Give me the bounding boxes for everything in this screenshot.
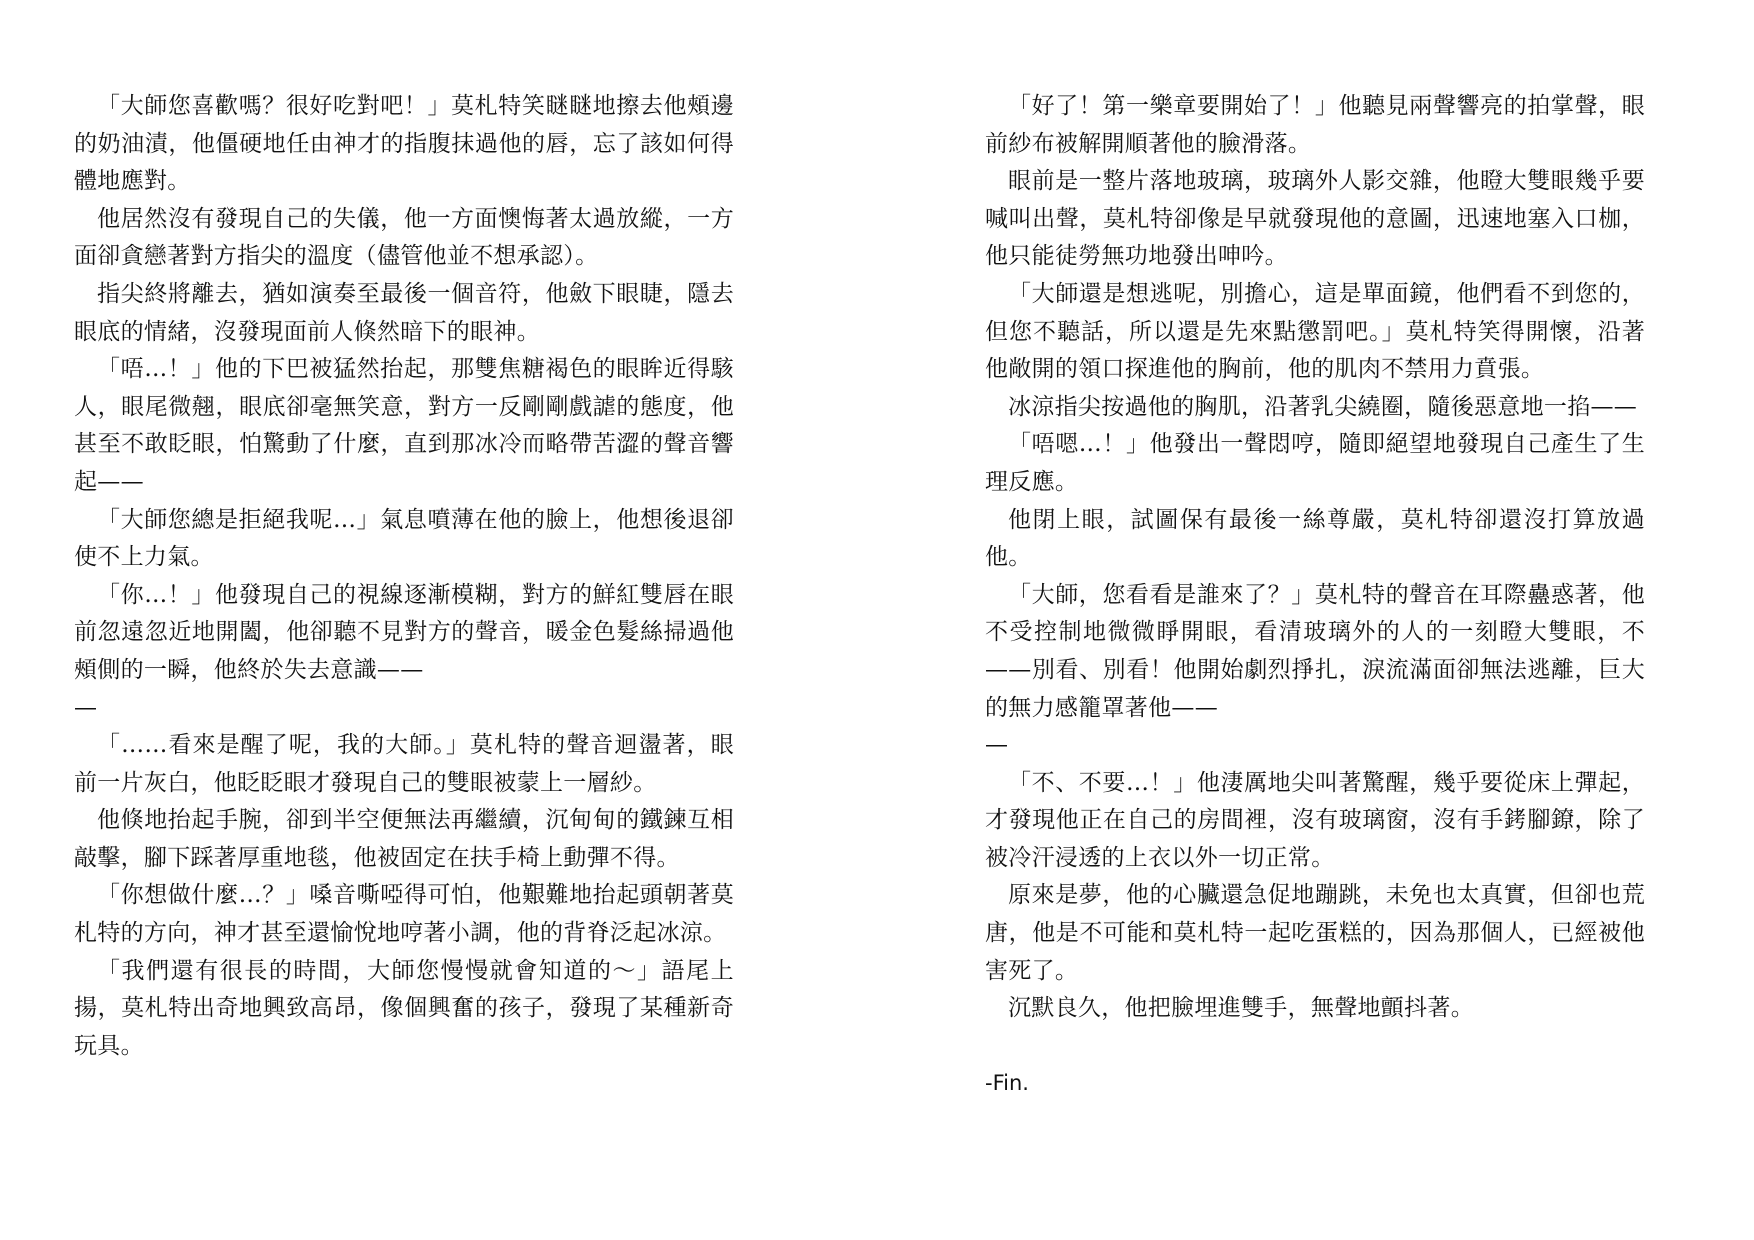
left-paragraph-4: 「唔…！」他的下巴被猛然抬起，那雙焦糖褐色的眼眸近得駭人，眼尾微翹，眼底卻毫無笑意，對方一反剛剛戲謔的態度，他甚至不敢眨眼，怕驚動了什麼，直到那冰冷而略帶苦澀的聲音響起——: [74, 356, 734, 495]
left-paragraph-6: 「你…！」他發現自己的視線逐漸模糊，對方的鮮紅雙唇在眼前忽遠忽近地開闔，他卻聽不見對方的聲音，暖金色髮絲掃過他頰側的一瞬，他終於失去意識——: [74, 581, 734, 683]
left-paragraph-7: 「……看來是醒了呢，我的大師。」莫札特的聲音迴盪著，眼前一片灰白，他眨眨眼才發現自己的雙眼被蒙上一層紗。: [74, 732, 734, 796]
left-page-column: [74, 88, 734, 1065]
right-page-column: [985, 88, 1645, 1103]
right-paragraph-3: 「大師還是想逃呢，別擔心，這是單面鏡，他們看不到您的，但您不聽話，所以還是先來點懲罰吧。」莫札特笑得開懷，沿著他敞開的領口探進他的胸前，他的肌肉不禁用力賁張。: [985, 280, 1645, 383]
right-paragraph-10: 沉默良久，他把臉埋進雙手，無聲地顫抖著。: [1008, 995, 1474, 1022]
right-paragraph-7: 「大師，您看看是誰來了？」莫札特的聲音在耳際蠱惑著，他不受控制地微微睜開眼，看清玻璃外的人的一刻瞪大雙眼，不——別看、別看！他開始劇烈掙扎，淚流滿面卻無法逃離，巨大的無力感籠罩著他——: [985, 581, 1645, 721]
right-scene-break: —: [985, 732, 1009, 759]
right-paragraph-9: 原來是夢，他的心臟還急促地蹦跳，未免也太真實，但卻也荒唐，他是不可能和莫札特一起吃蛋糕的，因為那個人，已經被他害死了。: [985, 882, 1645, 984]
left-paragraph-9: 「你想做什麼…？」嗓音嘶啞得可怕，他艱難地抬起頭朝著莫札特的方向，神才甚至還愉悅地哼著小調，他的背脊泛起冰涼。: [74, 882, 734, 947]
right-paragraph-1: 「好了！第一樂章要開始了！」他聽見兩聲響亮的拍掌聲，眼前紗布被解開順著他的臉滑落。: [985, 93, 1645, 157]
right-paragraph-2: 眼前是一整片落地玻璃，玻璃外人影交雜，他瞪大雙眼幾乎要喊叫出聲，莫札特卻像是早就發現他的意圖，迅速地塞入口枷，他只能徒勞無功地發出呻吟。: [985, 168, 1645, 270]
right-paragraph-6: 他閉上眼，試圖保有最後一絲尊嚴，莫札特卻還沒打算放過他。: [985, 506, 1645, 571]
left-paragraph-10: 「我們還有很長的時間，大師您慢慢就會知道的～」語尾上揚，莫札特出奇地興致高昂，像個興奮的孩子，發現了某種新奇玩具。: [74, 957, 734, 1059]
left-scene-break: —: [74, 694, 98, 721]
left-paragraph-1: 「大師您喜歡嗎？很好吃對吧！」莫札特笑瞇瞇地擦去他頰邊的奶油漬，他僵硬地任由神才的指腹抹過他的唇，忘了該如何得體地應對。: [74, 93, 734, 195]
blank-line: [985, 1028, 1645, 1066]
ending-mark: -Fin.: [985, 1071, 1029, 1096]
left-paragraph-2: 他居然沒有發現自己的失儀，他一方面懊悔著太過放縱，一方面卻貪戀著對方指尖的溫度（儘管他並不想承認）。: [74, 205, 734, 270]
left-paragraph-3: 指尖終將離去，猶如演奏至最後一個音符，他斂下眼睫，隱去眼底的情緒，沒發現面前人倏然暗下的眼神。: [74, 280, 734, 345]
right-paragraph-4: 冰涼指尖按過他的胸肌，沿著乳尖繞圈，隨後惡意地一掐——: [1008, 393, 1638, 420]
left-paragraph-5: 「大師您總是拒絕我呢…」氣息噴薄在他的臉上，他想後退卻使不上力氣。: [74, 506, 734, 571]
right-paragraph-5: 「唔嗯…！」他發出一聲悶哼，隨即絕望地發現自己產生了生理反應。: [985, 431, 1645, 495]
right-paragraph-8: 「不、不要…！」他淒厲地尖叫著驚醒，幾乎要從床上彈起，才發現他正在自己的房間裡，沒有玻璃窗，沒有手銬腳鐐，除了被冷汗浸透的上衣以外一切正常。: [985, 769, 1645, 871]
left-paragraph-8: 他倏地抬起手腕，卻到半空便無法再繼續，沉甸甸的鐵鍊互相敲擊，腳下踩著厚重地毯，他被固定在扶手椅上動彈不得。: [74, 807, 734, 871]
